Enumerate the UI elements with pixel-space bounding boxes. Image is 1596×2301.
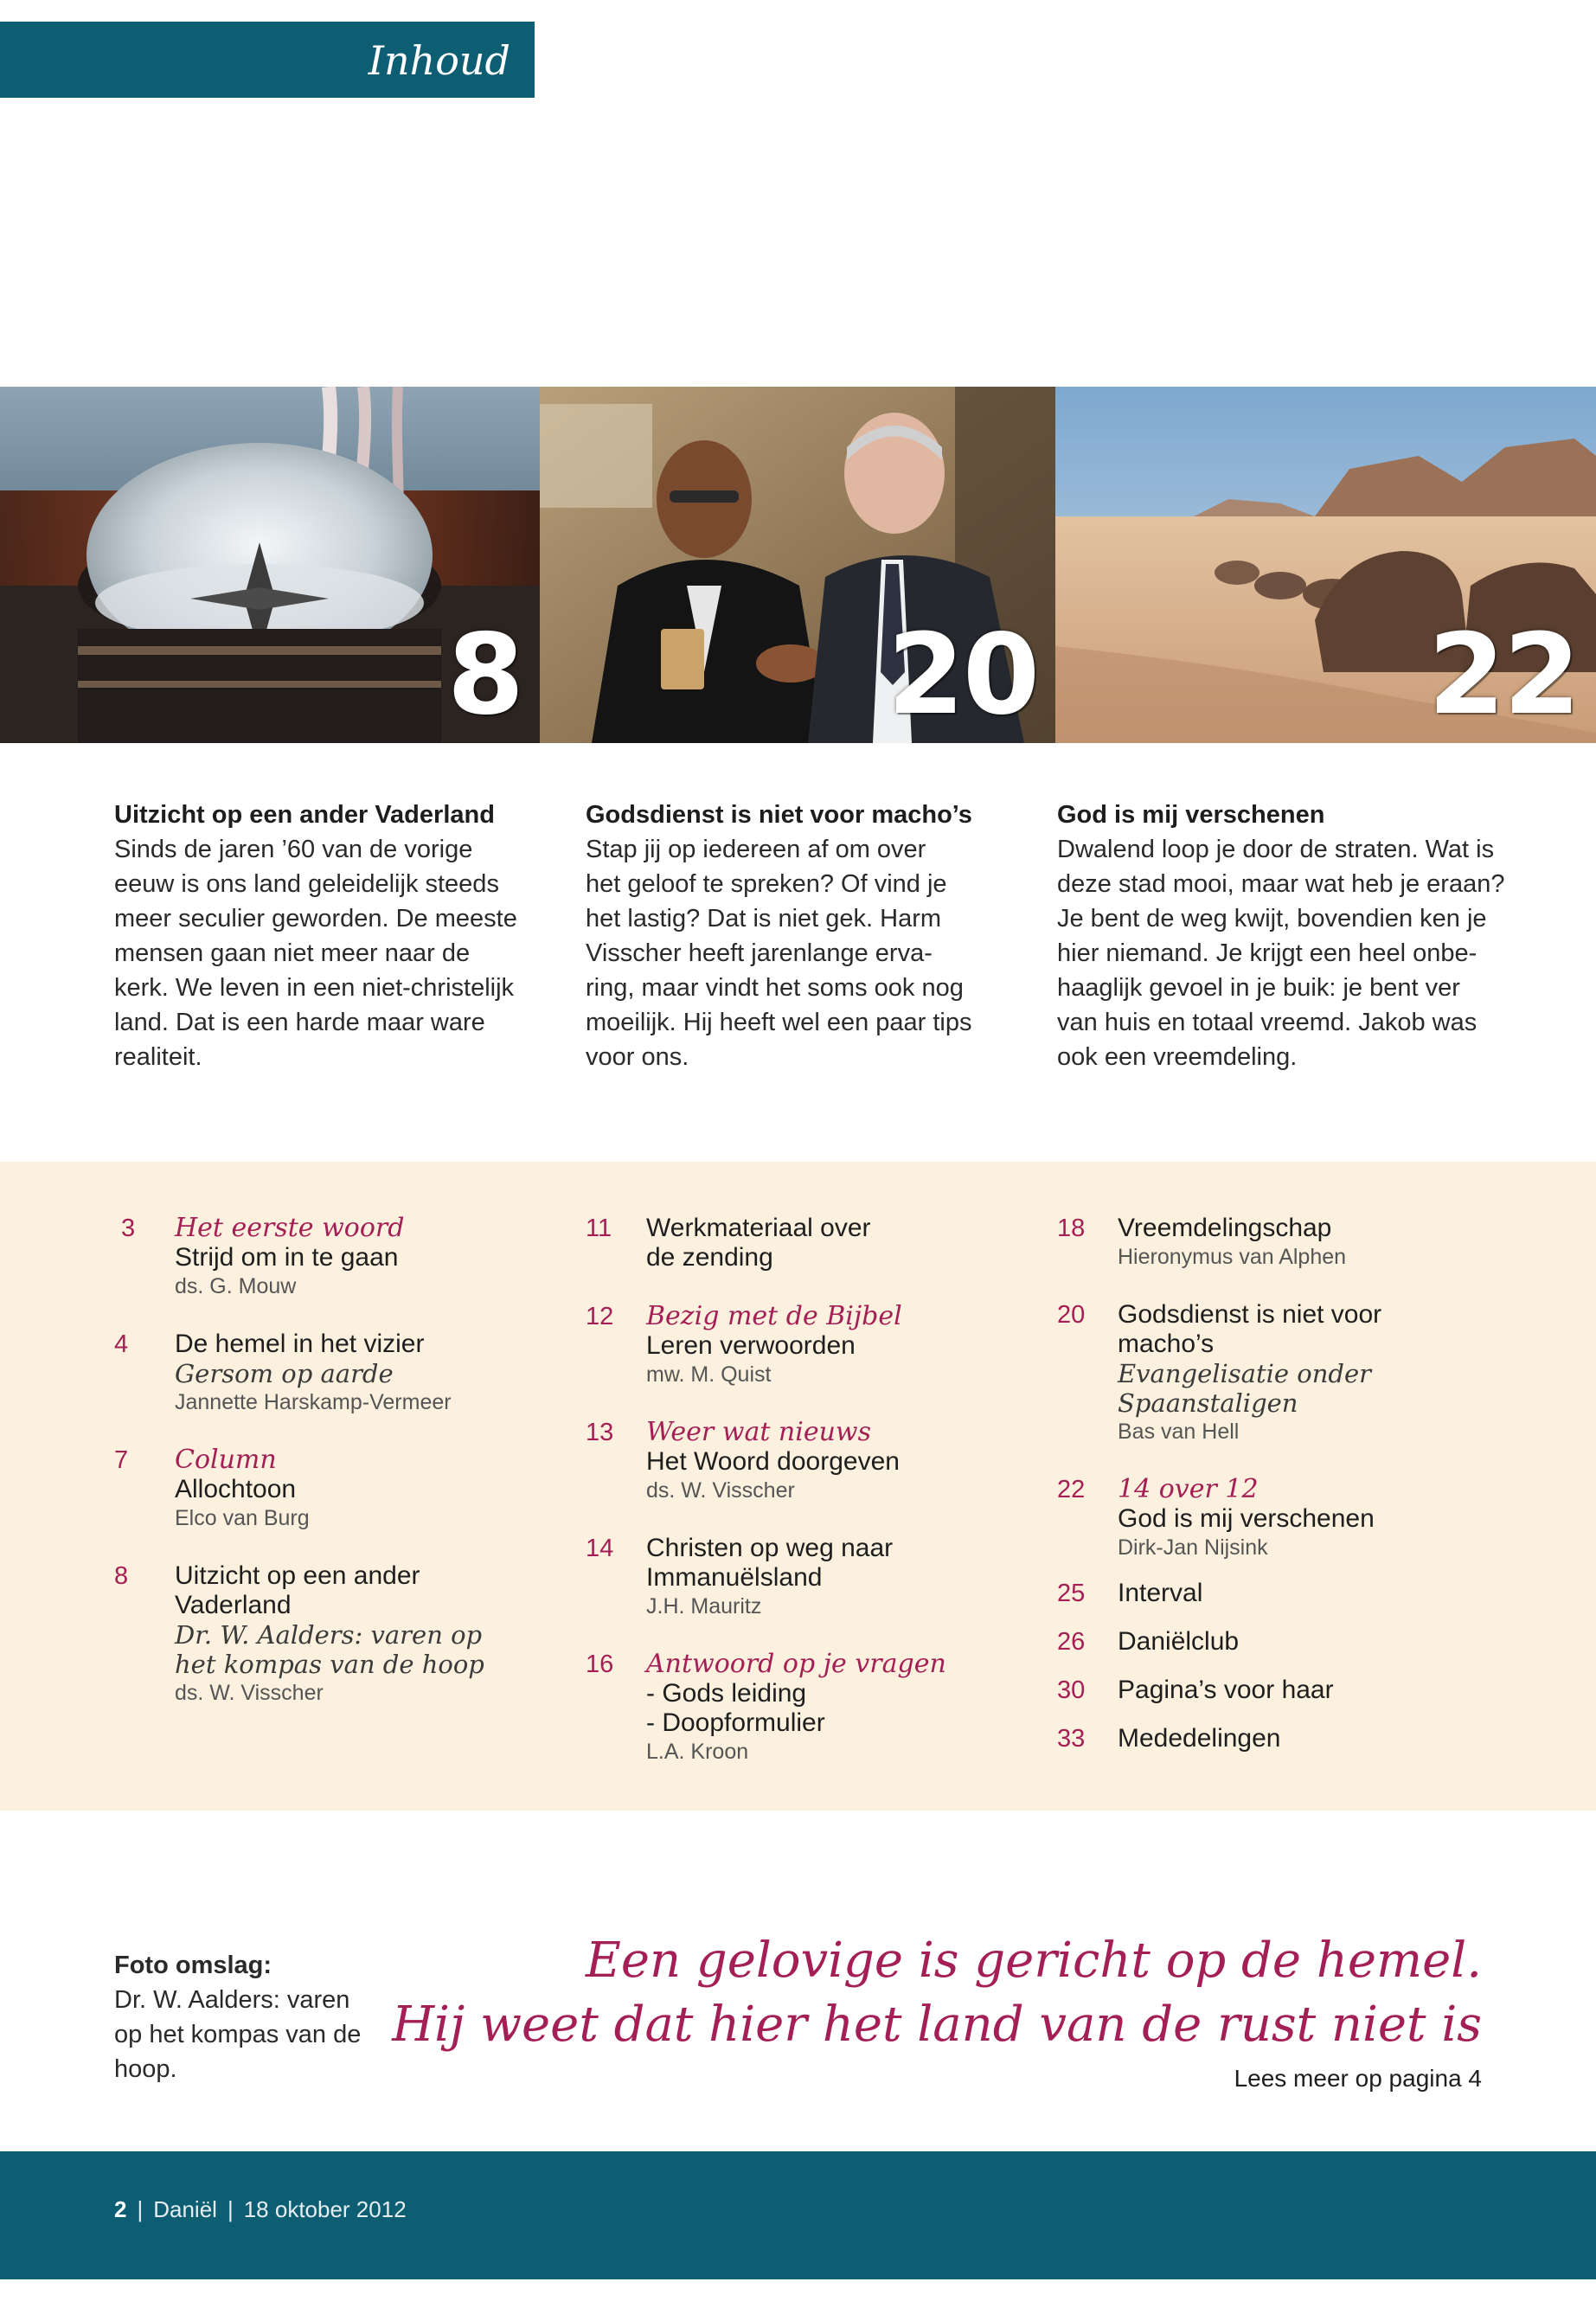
photo-page-number: 20 (887, 611, 1038, 740)
toc-page-number: 30 (1057, 1676, 1086, 1704)
toc-title: Vreemdelingschap (1118, 1214, 1332, 1242)
toc-author: Elco van Burg (175, 1506, 310, 1530)
toc-subtitle: Dr. W. Aalders: varen op het kompas van de hoop (175, 1620, 484, 1679)
feature-line: eeuw is ons land geleidelijk steeds (114, 870, 499, 898)
toc-entry[interactable] (1057, 1214, 1542, 1271)
toc-page-number: 18 (1057, 1215, 1086, 1242)
toc-title: Allochtoon (175, 1475, 297, 1503)
feature-line: van huis en totaal vreemd. Jakob was (1057, 1009, 1477, 1036)
footer-text (114, 2196, 407, 2223)
toc-entry[interactable] (586, 1534, 1070, 1620)
toc-column-2 (586, 1214, 1070, 1766)
feature-line: moeilijk. Hij heeft wel een paar tips (586, 1009, 972, 1036)
footer-magazine: Daniël (153, 2196, 217, 2222)
toc-page-number: 26 (1057, 1628, 1086, 1656)
feature-line: Visscher heeft jarenlange erva- (586, 939, 933, 967)
toc-page-number: 13 (586, 1419, 614, 1446)
toc-page-number: 25 (1057, 1580, 1086, 1607)
feature-line: Dwalend loop je door de straten. Wat is (1057, 836, 1495, 863)
toc-title: Interval (1118, 1579, 1203, 1607)
feature-line: deze stad mooi, maar wat heb je eraan? (1057, 870, 1505, 898)
feature-line: ook een vreemdeling. (1057, 1043, 1298, 1071)
toc-title: Leren verwoorden (646, 1331, 856, 1360)
photo-strip (0, 387, 1596, 743)
footer-separator: | (227, 2196, 234, 2222)
toc-kicker: Column (175, 1445, 277, 1475)
toc-entry[interactable] (114, 1561, 599, 1707)
photo-desert[interactable] (1055, 387, 1596, 743)
toc-page-number: 16 (586, 1650, 614, 1678)
toc-author: ds. W. Visscher (175, 1681, 324, 1705)
toc-entry[interactable] (1057, 1475, 1542, 1561)
toc-title: Pagina’s voor haar (1118, 1676, 1334, 1704)
toc-title: Werkmateriaal over de zending (646, 1214, 871, 1272)
cover-note-line: Dr. W. Aalders: varen (114, 1986, 350, 2014)
feature-3[interactable] (1057, 798, 1542, 1074)
toc-kicker: Bezig met de Bijbel (646, 1301, 902, 1331)
toc-subtitle: Evangelisatie onder Spaanstaligen (1118, 1359, 1372, 1418)
feature-line: Je bent de weg kwijt, bovendien ken je (1057, 905, 1487, 933)
footer-separator: | (137, 2196, 144, 2222)
toc-title: Godsdienst is niet voor macho’s (1118, 1300, 1382, 1358)
toc-kicker: Het eerste woord (175, 1213, 405, 1243)
feature-line: het geloof te spreken? Of vind je (586, 870, 947, 898)
feature-title: Godsdienst is niet voor macho’s (586, 801, 972, 829)
page-footer (0, 2151, 1596, 2279)
toc-title: De hemel in het vizier (175, 1330, 425, 1358)
toc-author: L.A. Kroon (646, 1740, 749, 1764)
feature-line: Sinds de jaren ’60 van de vorige (114, 836, 473, 863)
feature-line: het lastig? Dat is niet gek. Harm (586, 905, 942, 933)
pull-quote (314, 1929, 1482, 2100)
footer-date: 18 oktober 2012 (243, 2196, 407, 2222)
toc-entry[interactable] (114, 1445, 599, 1532)
toc-subtitle: Gersom op aarde (175, 1359, 394, 1388)
toc-entry[interactable] (586, 1418, 1070, 1504)
toc-title: Christen op weg naar Immanuëlsland (646, 1534, 894, 1592)
photo-conversation[interactable] (540, 387, 1055, 743)
toc-page-number: 14 (586, 1535, 614, 1562)
feature-line: haaglijk gevoel in je buik: je bent ver (1057, 974, 1460, 1002)
toc-panel (0, 1162, 1596, 1811)
toc-page-number: 8 (114, 1562, 129, 1590)
feature-title: Uitzicht op een ander Vaderland (114, 801, 495, 829)
toc-kicker: 14 over 12 (1118, 1474, 1259, 1504)
toc-title: God is mij verschenen (1118, 1504, 1375, 1533)
feature-title: God is mij verschenen (1057, 801, 1325, 829)
quote-line: Een gelovige is gericht op de hemel. (586, 1932, 1482, 1989)
toc-column-1 (114, 1214, 599, 1707)
quote-line: Hij weet dat hier het land van de rust niet is (392, 1997, 1482, 2053)
toc-kicker: Weer wat nieuws (646, 1417, 871, 1447)
toc-title: Uitzicht op een ander Vaderland (175, 1561, 420, 1619)
toc-entry[interactable] (1057, 1579, 1542, 1608)
toc-title: Mededelingen (1118, 1724, 1281, 1753)
feature-line: land. Dat is een harde maar ware (114, 1009, 485, 1036)
toc-title: Het Woord doorgeven (646, 1447, 900, 1476)
toc-page-number: 3 (121, 1215, 136, 1242)
quote-reference-link[interactable]: Lees meer op pagina 4 (1234, 2065, 1482, 2092)
toc-page-number: 20 (1057, 1301, 1086, 1329)
toc-author: mw. M. Quist (646, 1362, 772, 1387)
toc-title: - Gods leiding (646, 1679, 807, 1708)
toc-entry[interactable] (114, 1214, 599, 1300)
toc-entry[interactable] (1057, 1676, 1542, 1705)
feature-line: realiteit. (114, 1043, 202, 1071)
feature-line: hier niemand. Je krijgt een heel onbe- (1057, 939, 1477, 967)
feature-line: ring, maar vindt het soms ook nog (586, 974, 964, 1002)
toc-author: Jannette Harskamp-Vermeer (175, 1390, 452, 1414)
toc-title: - Doopformulier (646, 1708, 825, 1737)
toc-entry[interactable] (586, 1302, 1070, 1388)
toc-column-3 (1057, 1214, 1542, 1753)
cover-note-line: hoop. (114, 2055, 177, 2083)
feature-line: meer seculier geworden. De meeste (114, 905, 517, 933)
toc-page-number: 22 (1057, 1476, 1086, 1503)
toc-author: Dirk-Jan Nijsink (1118, 1535, 1268, 1560)
toc-author: J.H. Mauritz (646, 1594, 762, 1618)
section-header (0, 22, 535, 98)
toc-page-number: 4 (114, 1330, 129, 1358)
section-title: Inhoud (368, 37, 510, 84)
toc-page-number: 12 (586, 1303, 614, 1330)
cover-note-line: op het kompas van de (114, 2021, 362, 2048)
toc-author: Hieronymus van Alphen (1118, 1245, 1347, 1269)
toc-author: Bas van Hell (1118, 1420, 1240, 1444)
feature-2[interactable] (586, 798, 1018, 1074)
feature-line: voor ons. (586, 1043, 689, 1071)
feature-line: mensen gaan niet meer naar de (114, 939, 471, 967)
toc-entry[interactable] (586, 1650, 1070, 1766)
photo-compass[interactable] (0, 387, 540, 743)
toc-author: ds. W. Visscher (646, 1478, 795, 1503)
toc-page-number: 33 (1057, 1725, 1086, 1753)
toc-title: Strijd om in te gaan (175, 1243, 399, 1272)
toc-title: Daniëlclub (1118, 1627, 1240, 1656)
feature-line: kerk. We leven in een niet-christelijk (114, 974, 515, 1002)
toc-page-number: 7 (114, 1446, 129, 1474)
feature-1[interactable] (114, 798, 547, 1074)
toc-author: ds. G. Mouw (175, 1274, 297, 1298)
feature-line: Stap jij op iedereen af om over (586, 836, 926, 863)
toc-entry[interactable] (1057, 1724, 1542, 1753)
footer-page-number: 2 (114, 2196, 127, 2222)
cover-note-heading: Foto omslag: (114, 1952, 272, 1979)
toc-kicker: Antwoord op je vragen (646, 1649, 946, 1679)
toc-entry[interactable] (114, 1330, 599, 1416)
toc-entry[interactable] (1057, 1300, 1542, 1445)
photo-page-number: 22 (1427, 611, 1579, 740)
toc-entry[interactable] (586, 1214, 1070, 1272)
toc-page-number: 11 (586, 1215, 612, 1242)
photo-page-number: 8 (446, 611, 522, 740)
toc-entry[interactable] (1057, 1627, 1542, 1657)
